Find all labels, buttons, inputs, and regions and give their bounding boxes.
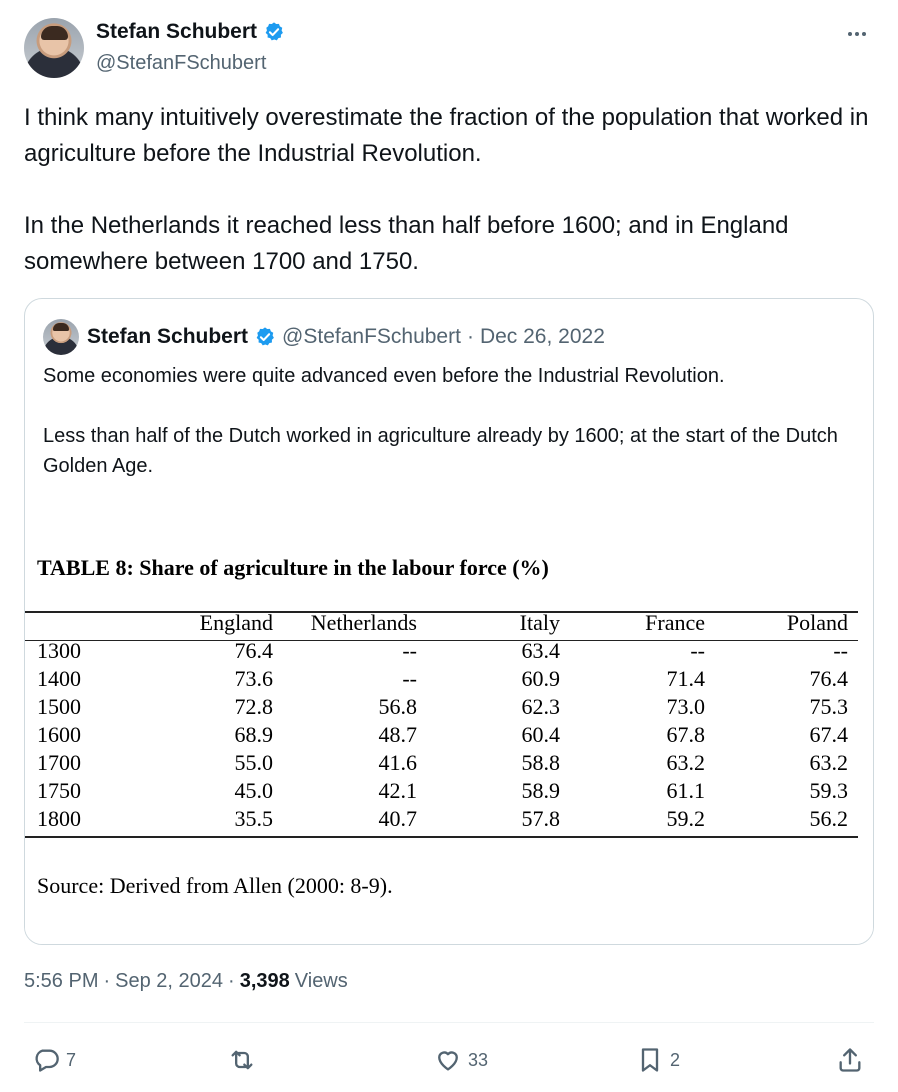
table-cell: 62.3 (521, 694, 560, 719)
table-cell: 58.9 (521, 778, 560, 803)
table-row (25, 777, 858, 805)
table-cell: 45.0 (234, 778, 273, 803)
table-row (25, 749, 858, 777)
table-row (25, 637, 858, 665)
table-cell: -- (402, 638, 417, 663)
author-display-name[interactable] (96, 20, 285, 44)
table-header-row (25, 609, 858, 637)
bookmark-icon (636, 1046, 664, 1074)
table-cell: 73.0 (666, 694, 705, 719)
table-cell: 1750 (37, 778, 81, 803)
reply-count: 7 (66, 1049, 77, 1070)
table-cell: -- (833, 638, 848, 663)
quoted-paragraph: Less than half of the Dutch worked in agriculture already by 1600; at the start of the Dutch Golden Age. (43, 425, 838, 477)
quoted-tweet-image[interactable] (25, 539, 873, 944)
table-cell: -- (402, 666, 417, 691)
table-cell: 76.4 (809, 666, 848, 691)
like-button[interactable] (434, 1040, 488, 1080)
author-handle[interactable]: @StefanFSchubert (96, 52, 267, 74)
divider (24, 1022, 874, 1023)
quoted-author-name: Stefan Schubert (87, 325, 249, 348)
separator-dot: · (103, 970, 111, 992)
repost-icon (228, 1046, 256, 1074)
table-cell: 59.2 (666, 806, 705, 831)
data-table (25, 609, 858, 833)
table-cell: 40.7 (378, 806, 417, 831)
table-column-header: England (199, 610, 273, 635)
separator-dot: · (228, 970, 235, 992)
more-options-icon[interactable] (842, 22, 872, 46)
quoted-author-avatar (43, 319, 79, 355)
table-column-header: France (645, 610, 705, 635)
table-cell: 75.3 (809, 694, 848, 719)
action-bar (0, 1040, 898, 1080)
table-cell: 68.9 (234, 722, 273, 747)
table-cell: 56.2 (809, 806, 848, 831)
table-row (25, 665, 858, 693)
table-title: TABLE 8: Share of agriculture in the labour force (%) (37, 555, 549, 580)
table-cell: 1700 (37, 750, 81, 775)
verified-badge-icon (254, 326, 276, 348)
table-cell: 1500 (37, 694, 81, 719)
table-cell: 61.1 (666, 778, 705, 803)
quoted-tweet-date: Dec 26, 2022 (479, 325, 605, 348)
tweet-meta (24, 970, 348, 993)
table-cell: 1300 (37, 638, 81, 663)
table-cell: 67.8 (666, 722, 705, 747)
table-cell: 71.4 (666, 666, 705, 691)
table-cell: 60.4 (521, 722, 560, 747)
share-icon (836, 1046, 864, 1074)
tweet-text (24, 100, 874, 280)
quoted-tweet-text (43, 361, 853, 481)
table-cell: 1400 (37, 666, 81, 691)
table-cell: 76.4 (234, 638, 273, 663)
verified-badge-icon (263, 21, 285, 43)
table-cell: 63.4 (521, 638, 560, 663)
table-cell: 57.8 (521, 806, 560, 831)
table-cell: 67.4 (809, 722, 848, 747)
table-cell: 63.2 (809, 750, 848, 775)
table-cell: 63.2 (666, 750, 705, 775)
table-cell: 1600 (37, 722, 81, 747)
table-cell: 41.6 (378, 750, 417, 775)
tweet-paragraph: I think many intuitively overestimate the fraction of the population that worked in agriculture before the Industrial Revolution. (24, 104, 869, 167)
reply-button[interactable] (32, 1040, 76, 1080)
table-column-header: Netherlands (310, 610, 417, 635)
table-column-header: Italy (519, 610, 560, 635)
tweet-date[interactable]: Sep 2, 2024 (115, 970, 224, 992)
separator-dot: · (466, 325, 474, 348)
table-row (25, 721, 858, 749)
tweet-paragraph: In the Netherlands it reached less than half before 1600; and in England somewhere between 1700 and 1750. (24, 212, 789, 275)
quoted-tweet[interactable] (24, 298, 874, 945)
share-button[interactable] (836, 1040, 864, 1080)
repost-button[interactable] (228, 1040, 262, 1080)
table-cell: 58.8 (521, 750, 560, 775)
table-cell: 73.6 (234, 666, 273, 691)
bookmark-count: 2 (670, 1049, 681, 1070)
table-source: Source: Derived from Allen (2000: 8-9). (37, 873, 393, 898)
like-count: 33 (468, 1049, 489, 1070)
table-bottom-rule (25, 836, 858, 838)
table-column-header: Poland (786, 610, 848, 635)
bookmark-button[interactable] (636, 1040, 680, 1080)
table-cell: -- (690, 638, 705, 663)
table-cell: 42.1 (378, 778, 417, 803)
reply-icon (32, 1046, 60, 1074)
table-row (25, 805, 858, 833)
table-cell: 48.7 (378, 722, 417, 747)
author-name[interactable]: Stefan Schubert (96, 20, 258, 43)
quoted-author-handle: @StefanFSchubert (282, 325, 461, 348)
table-cell: 72.8 (234, 694, 273, 719)
views-count: 3,398 (239, 970, 290, 992)
quoted-tweet-header (43, 319, 605, 355)
views-label: Views (294, 970, 348, 992)
heart-icon (434, 1046, 462, 1074)
quoted-paragraph: Some economies were quite advanced even before the Industrial Revolution. (43, 365, 725, 387)
author-avatar[interactable] (24, 18, 84, 78)
table-cell: 59.3 (809, 778, 848, 803)
tweet-time[interactable]: 5:56 PM (24, 970, 99, 992)
table-cell: 56.8 (378, 694, 417, 719)
table-cell: 1800 (37, 806, 81, 831)
table-cell: 55.0 (234, 750, 273, 775)
table-cell: 60.9 (521, 666, 560, 691)
table-cell: 35.5 (234, 806, 273, 831)
table-row (25, 693, 858, 721)
